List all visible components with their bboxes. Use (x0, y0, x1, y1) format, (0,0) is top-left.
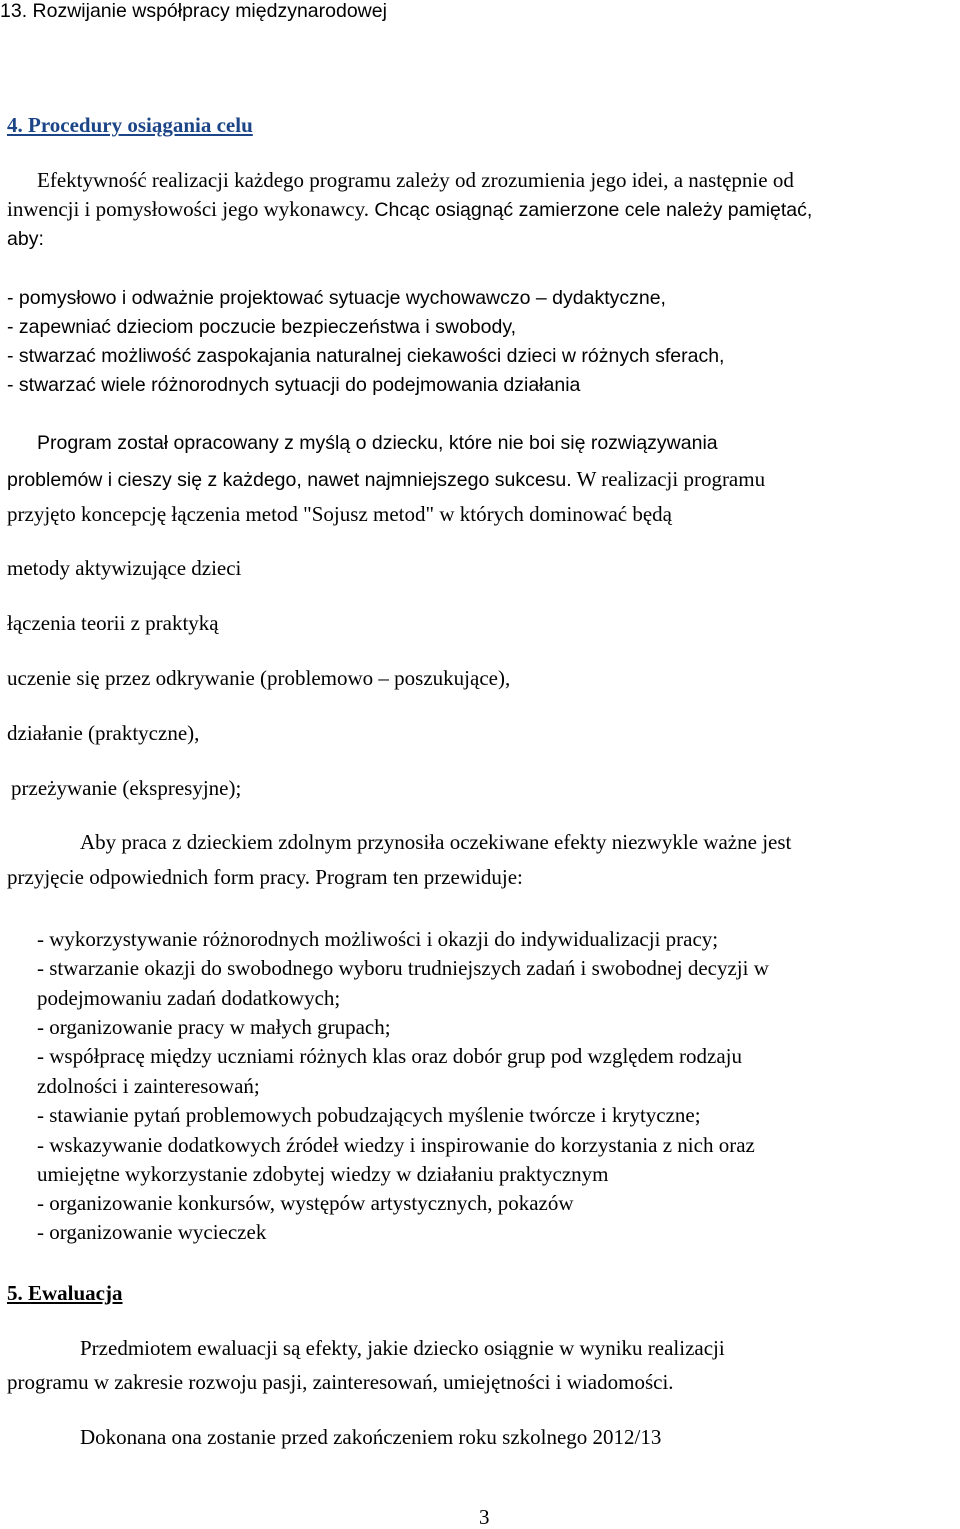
aby-line-2: przyjęcie odpowiednich form pracy. Program ten przewiduje: (7, 865, 523, 889)
aby-line-1: Aby praca z dzieckiem zdolnym przynosiła oczekiwane efekty niezwykle ważne jest (80, 830, 792, 854)
list-item: - organizowanie pracy w małych grupach; (37, 1015, 391, 1039)
method-item: metody aktywizujące dzieci (7, 556, 242, 580)
list-item: - pomysłowo i odważnie projektować sytuacje wychowawczo – dydaktyczne, (7, 287, 666, 309)
list-item: - współpracę między uczniami różnych klas oraz dobór grup pod względem rodzaju (37, 1044, 742, 1068)
list-item: - wykorzystywanie różnorodnych możliwości i okazji do indywidualizacji pracy; (37, 927, 719, 951)
evaluation-final: Dokonana ona zostanie przed zakończeniem roku szkolnego 2012/13 (80, 1425, 662, 1449)
intro-line-1: Efektywność realizacji każdego programu zależy od zrozumienia jego idei, a następnie od (37, 168, 794, 192)
intro-line-3: aby: (7, 228, 44, 250)
method-item: przeżywanie (ekspresyjne); (11, 776, 242, 800)
method-item: uczenie się przez odkrywanie (problemowo – poszukujące), (7, 666, 511, 690)
program-line-2: problemów i cieszy się z każdego, nawet najmniejszego sukcesu. W realizacji programu (7, 467, 766, 491)
program-line-3: przyjęto koncepcję łączenia metod "Sojusz metod" w których dominować będą (7, 502, 673, 526)
method-item: działanie (praktyczne), (7, 721, 200, 745)
list-item: zdolności i zainteresowań; (37, 1074, 260, 1098)
evaluation-line-2: programu w zakresie rozwoju pasji, zainteresowań, umiejętności i wiadomości. (7, 1370, 674, 1394)
section-heading-procedures: 4. Procedury osiągania celu (7, 113, 253, 137)
page-number: 3 (479, 1505, 490, 1529)
list-item: - stwarzać wiele różnorodnych sytuacji do podejmowania działania (7, 374, 581, 396)
list-item: - zapewniać dzieciom poczucie bezpieczeństwa i swobody, (7, 316, 517, 338)
list-item: podejmowaniu zadań dodatkowych; (37, 986, 341, 1010)
list-item: - stwarzać możliwość zaspokajania naturalnej ciekawości dzieci w różnych sferach, (7, 345, 725, 367)
list-item: umiejętne wykorzystanie zdobytej wiedzy w działaniu praktycznym (37, 1162, 609, 1186)
program-line-1: Program został opracowany z myślą o dziecku, które nie boi się rozwiązywania (37, 432, 718, 454)
list-item: - stawianie pytań problemowych pobudzających myślenie twórcze i krytyczne; (37, 1103, 701, 1127)
list-item: - organizowanie konkursów, występów artystycznych, pokazów (37, 1191, 574, 1215)
evaluation-line-1: Przedmiotem ewaluacji są efekty, jakie dziecko osiągnie w wyniku realizacji (80, 1336, 725, 1360)
method-item: łączenia teorii z praktyką (7, 611, 219, 635)
list-item: - wskazywanie dodatkowych źródeł wiedzy i inspirowanie do korzystania z nich oraz (37, 1133, 755, 1157)
section-heading-evaluation: 5. Ewaluacja (7, 1281, 123, 1305)
page-header: 13. Rozwijanie współpracy międzynarodowej (0, 0, 387, 22)
intro-line-2: inwencji i pomysłowości jego wykonawcy. Chcąc osiągnąć zamierzone cele należy pamiętać, (7, 197, 813, 221)
list-item: - organizowanie wycieczek (37, 1220, 267, 1244)
list-item: - stwarzanie okazji do swobodnego wyboru trudniejszych zadań i swobodnej decyzji w (37, 956, 769, 980)
